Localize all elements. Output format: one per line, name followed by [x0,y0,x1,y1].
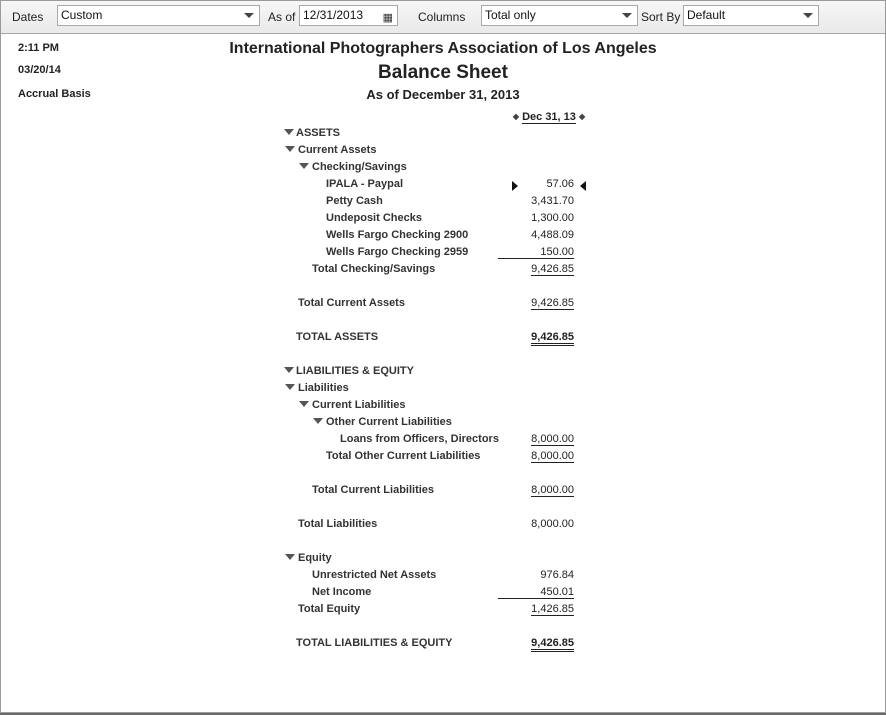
row-total-current-assets[interactable] [1,295,885,312]
column-resize-diamond-icon[interactable]: ◆ [512,112,520,121]
row-petty-cash[interactable] [1,193,885,210]
row-amount[interactable]: 8,000.00 [531,518,574,530]
collapse-triangle-icon[interactable] [285,384,295,390]
row-marker-left-icon [580,181,586,191]
report-date: 03/20/14 [18,64,61,76]
row-equity[interactable] [1,550,885,567]
columns-label: Columns [418,10,466,24]
row-amount[interactable]: 1,426.85 [531,603,574,615]
row-unrestricted-net-assets[interactable] [1,567,885,584]
calendar-icon[interactable]: ▦ [382,12,393,24]
row-undeposit-checks[interactable] [1,210,885,227]
collapse-triangle-icon[interactable] [313,418,323,424]
company-name: International Photographers Association of Los Angeles [229,40,657,57]
row-total-liabilities[interactable] [1,516,885,533]
dates-select[interactable] [57,5,260,26]
row-label: Total Other Current Liabilities [326,450,481,462]
row-ipala-paypal[interactable] [1,176,885,193]
row-label: Current Assets [298,144,377,156]
row-total-assets[interactable] [1,329,885,346]
row-amount[interactable]: 57.06 [546,178,574,190]
row-label: Total Current Assets [298,297,405,309]
column-resize-diamond-icon[interactable]: ◆ [578,112,586,121]
column-header-label: Dec 31, 13 [522,111,576,123]
sort-by-label: Sort By [641,10,681,24]
row-label: IPALA - Paypal [326,178,404,190]
row-label: Petty Cash [326,195,383,207]
row-amount[interactable]: 3,431.70 [531,195,574,207]
row-label: Loans from Officers, Directors [340,433,499,445]
row-liabilities[interactable] [1,380,885,397]
row-amount[interactable]: 8,000.00 [531,484,574,496]
row-amount[interactable]: 8,000.00 [531,450,574,462]
row-total-equity[interactable] [1,601,885,618]
column-header-dec-31-13[interactable] [511,111,587,123]
row-loans-from-officers[interactable] [1,431,885,448]
report-basis: Accrual Basis [18,88,91,100]
row-current-assets[interactable] [1,142,885,159]
row-label: Undeposit Checks [326,212,422,224]
row-marker-right-icon [512,181,518,191]
row-label: Equity [298,552,332,564]
report-toolbar [1,1,885,34]
row-net-income[interactable] [1,584,885,601]
chevron-down-icon [803,13,813,18]
row-label: Liabilities [298,382,349,394]
row-label: Wells Fargo Checking 2959 [326,246,469,258]
report-subtitle: As of December 31, 2013 [366,87,520,102]
row-total-checking-savings[interactable] [1,261,885,278]
row-amount[interactable]: 1,300.00 [531,212,574,224]
row-total-other-current-liabilities[interactable] [1,448,885,465]
row-amount[interactable]: 9,426.85 [531,297,574,309]
row-amount[interactable]: 9,426.85 [531,263,574,275]
row-amount[interactable]: 9,426.85 [531,331,574,346]
row-label: Checking/Savings [312,161,407,173]
row-label: Current Liabilities [312,399,406,411]
row-label: LIABILITIES & EQUITY [296,365,414,377]
row-assets[interactable] [1,125,885,142]
sort-by-select[interactable] [683,5,819,26]
sort-by-value: Default [687,8,726,22]
row-amount[interactable]: 8,000.00 [531,433,574,445]
collapse-triangle-icon[interactable] [284,129,294,135]
row-label: Total Equity [298,603,361,615]
row-liabilities-equity[interactable] [1,363,885,380]
dates-label: Dates [12,10,44,24]
as-of-value: 12/31/2013 [303,8,364,22]
columns-select[interactable] [481,5,638,26]
row-amount[interactable]: 450.01 [498,586,574,599]
columns-value: Total only [485,8,536,22]
row-amount[interactable]: 9,426.85 [531,637,574,652]
as-of-label: As of [268,10,296,24]
collapse-triangle-icon[interactable] [285,554,295,560]
row-current-liabilities[interactable] [1,397,885,414]
report-time: 2:11 PM [18,42,59,54]
row-label: Total Liabilities [298,518,378,530]
collapse-triangle-icon[interactable] [299,401,309,407]
row-total-current-liabilities[interactable] [1,482,885,499]
as-of-date-field[interactable] [299,5,398,26]
chevron-down-icon [244,13,254,18]
row-amount[interactable]: 150.00 [498,246,574,259]
dates-value: Custom [61,8,103,22]
row-label: Wells Fargo Checking 2900 [326,229,469,241]
row-label: TOTAL LIABILITIES & EQUITY [296,637,453,649]
collapse-triangle-icon[interactable] [285,146,295,152]
collapse-triangle-icon[interactable] [284,367,294,373]
row-wells-fargo-2959[interactable] [1,244,885,261]
row-label: Net Income [312,586,372,598]
row-amount[interactable]: 4,488.09 [531,229,574,241]
row-other-current-liabilities[interactable] [1,414,885,431]
row-wells-fargo-2900[interactable] [1,227,885,244]
row-label: ASSETS [296,127,341,139]
row-checking-savings[interactable] [1,159,885,176]
collapse-triangle-icon[interactable] [299,163,309,169]
row-label: Total Current Liabilities [312,484,435,496]
row-label: Total Checking/Savings [312,263,436,275]
row-label: TOTAL ASSETS [296,331,379,343]
report-body [1,34,885,712]
chevron-down-icon [622,13,632,18]
row-label: Other Current Liabilities [326,416,452,428]
report-title: Balance Sheet [378,62,508,83]
row-label: Unrestricted Net Assets [312,569,437,581]
row-amount[interactable]: 976.84 [540,569,574,581]
row-total-liabilities-equity[interactable] [1,635,885,652]
